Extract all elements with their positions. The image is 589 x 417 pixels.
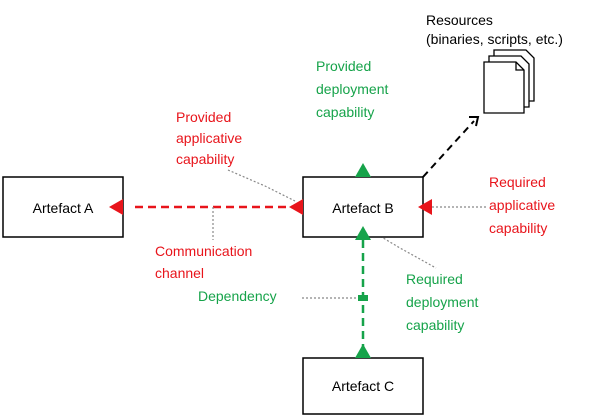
provided-deployment-capability-triangle — [355, 163, 371, 177]
artefact-b-label: Artefact B — [332, 200, 394, 216]
svg-text:capability: capability — [176, 151, 235, 167]
svg-text:capability: capability — [406, 317, 465, 333]
svg-text:applicative: applicative — [176, 130, 243, 146]
resources-documents-icon — [484, 50, 534, 113]
svg-text:channel: channel — [155, 265, 205, 281]
artefact-c-node — [303, 358, 423, 414]
dependency-tick — [358, 295, 368, 301]
svg-text:Required: Required — [406, 271, 463, 287]
svg-text:deployment: deployment — [406, 294, 479, 310]
dependency-label: Dependency — [198, 288, 277, 304]
svg-text:Required: Required — [489, 174, 546, 190]
provided-deployment-capability-triangle-c — [355, 344, 371, 358]
resources-subtitle: (binaries, scripts, etc.) — [426, 31, 563, 47]
resources-link-arrow — [423, 117, 478, 177]
artefact-a-label: Artefact A — [32, 200, 94, 216]
svg-text:applicative: applicative — [489, 197, 556, 213]
provided-applicative-capability-triangle-b — [289, 199, 303, 215]
svg-text:capability: capability — [316, 104, 375, 120]
required-applicative-capability-label — [489, 174, 555, 236]
resources-title: Resources — [426, 12, 493, 28]
svg-text:Provided: Provided — [316, 58, 372, 74]
provided-deployment-capability-label — [316, 58, 388, 120]
svg-text:Communication: Communication — [155, 243, 253, 259]
svg-text:Provided: Provided — [176, 109, 232, 125]
svg-text:deployment: deployment — [316, 81, 389, 97]
required-deployment-capability-label — [406, 271, 478, 333]
artefact-c-label: Artefact C — [331, 378, 395, 394]
svg-text:capability: capability — [489, 220, 548, 236]
artefact-a-node — [3, 177, 123, 237]
communication-channel-label — [155, 243, 252, 281]
provided-applicative-capability-label — [176, 109, 242, 167]
